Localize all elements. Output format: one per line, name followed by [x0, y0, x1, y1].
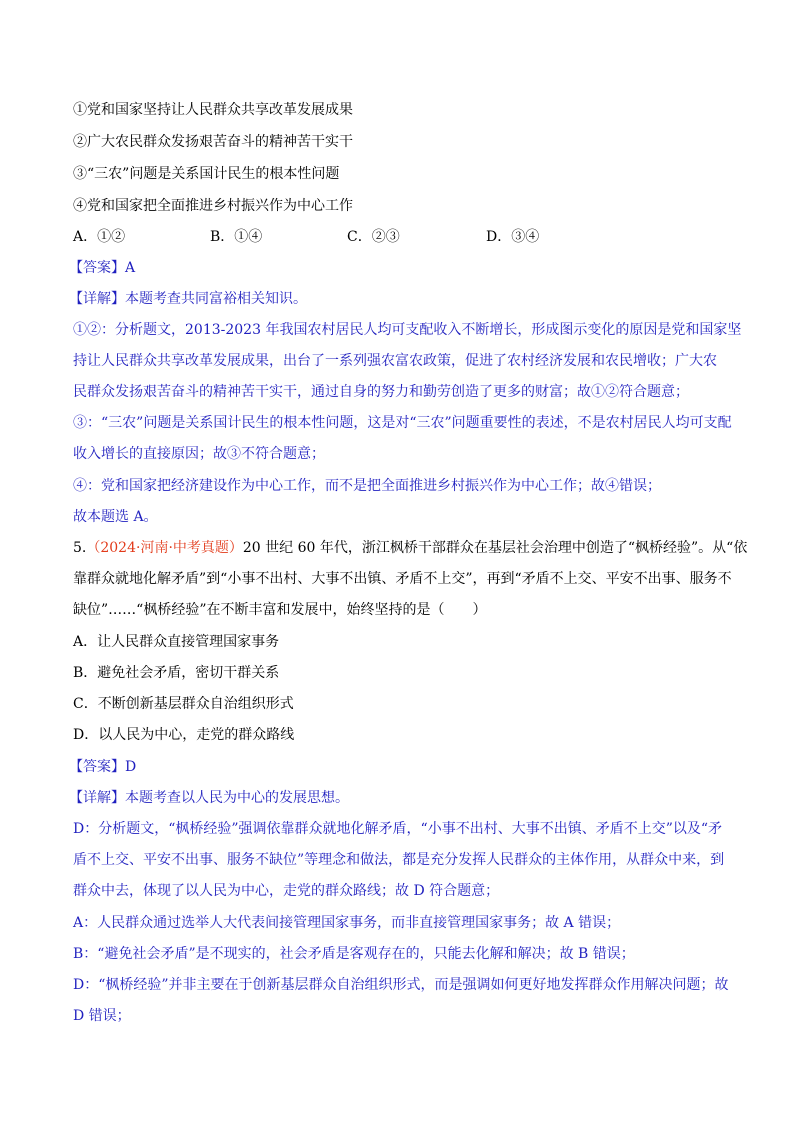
option-b: B．避免社会矛盾，密切干群关系 [73, 665, 280, 681]
statement-4: ④党和国家把全面推进乡村振兴作为中心工作 [73, 198, 353, 214]
analysis-line: B：“避免社会矛盾”是不现实的，社会矛盾是客观存在的，只能去化解和解决；故 B 错误； [73, 946, 635, 962]
question-stem-line: 缺位”……“枫桥经验”在不断丰富和发展中，始终坚持的是（ ） [73, 602, 487, 618]
analysis-line: D 错误； [73, 1008, 131, 1024]
option-b: B．①④ [210, 229, 263, 245]
analysis-line: 盾不上交、平安不出事、服务不缺位”等理念和做法，都是充分发挥人民群众的主体作用，从群众中来，到 [73, 852, 725, 868]
question-number: 5. [73, 540, 87, 556]
analysis-line: D：分析题文，“枫桥经验”强调依靠群众就地化解矛盾，“小事不出村、大事不出镇、矛盾不上交”以及“矛 [73, 821, 723, 837]
option-a: A．①② [73, 229, 126, 245]
analysis-line: 民群众发扬艰苦奋斗的精神苦干实干，通过自身的努力和勤劳创造了更多的财富；故①②符合题意； [73, 384, 689, 400]
question-stem-first: 20 世纪 60 年代，浙江枫桥干部群众在基层社会治理中创造了“枫桥经验”。从“依 [242, 540, 748, 556]
analysis-line: ④：党和国家把经济建设作为中心工作，而不是把全面推进乡村振兴作为中心工作；故④错误； [73, 478, 661, 494]
option-d: D．③④ [486, 229, 540, 245]
analysis-line: D：“枫桥经验”并非主要在于创新基层群众自治组织形式，而是强调如何更好地发挥群众作用解决问题；故 [73, 977, 729, 993]
option-a: A．让人民群众直接管理国家事务 [73, 634, 280, 650]
analysis-line: ③：“三农”问题是关系国计民生的根本性问题，这是对“三农”问题重要性的表述，不是农村居民人均可支配 [73, 415, 732, 431]
option-c: C．不断创新基层群众自治组织形式 [73, 696, 294, 712]
question-5-stem [73, 538, 748, 558]
statement-2: ②广大农民群众发扬艰苦奋斗的精神苦干实干 [73, 134, 353, 150]
answer-label: 【答案】A [69, 260, 136, 276]
option-d: D．以人民为中心，走党的群众路线 [73, 727, 295, 743]
question-source: （2024·河南·中考真题） [86, 540, 243, 556]
analysis-line: 持让人民群众共享改革发展成果，出台了一系列强农富农政策，促进了农村经济发展和农民增收；广大农 [73, 353, 717, 369]
question-stem-line: 靠群众就地化解矛盾”到“小事不出村、大事不出镇、矛盾不上交”，再到“矛盾不上交、平安不出事、服务不 [73, 571, 732, 587]
analysis-line: 故本题选 A。 [73, 509, 158, 525]
statement-3: ③“三农”问题是关系国计民生的根本性问题 [73, 166, 340, 182]
detail-label: 【详解】本题考查以人民为中心的发展思想。 [69, 790, 349, 806]
analysis-line: A：人民群众通过选举人大代表间接管理国家事务，而非直接管理国家事务；故 A 错误； [73, 915, 621, 931]
option-c: C．②③ [347, 229, 400, 245]
analysis-line: ①②：分析题文，2013-2023 年我国农村居民人均可支配收入不断增长，形成图示变化的原因是党和国家坚 [73, 322, 742, 338]
analysis-line: 收入增长的直接原因；故③不符合题意； [73, 446, 325, 462]
analysis-line: 群众中去，体现了以人民为中心，走党的群众路线；故 D 符合题意； [73, 883, 500, 899]
statement-1: ①党和国家坚持让人民群众共享改革发展成果 [73, 102, 353, 118]
detail-label: 【详解】本题考查共同富裕相关知识。 [69, 291, 307, 307]
answer-label: 【答案】D [69, 759, 137, 775]
